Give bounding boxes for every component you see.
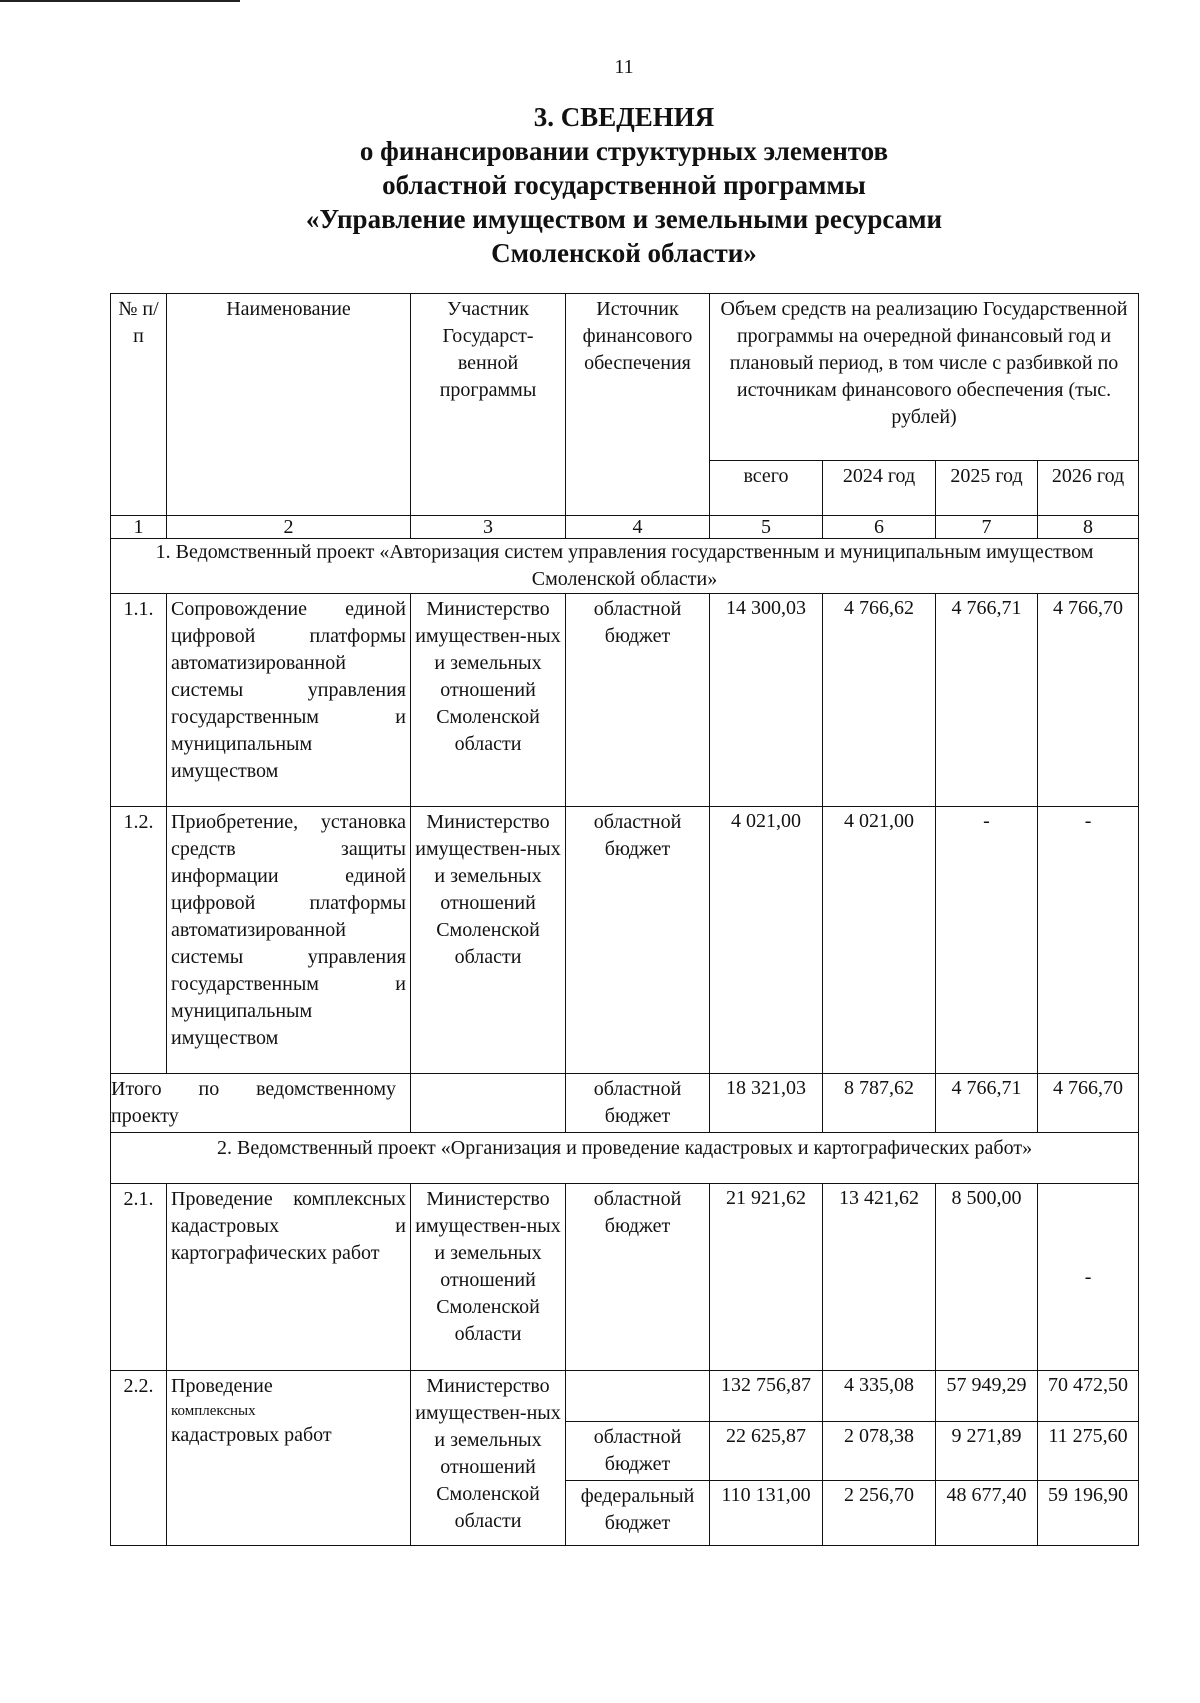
table-row xyxy=(111,807,1139,1074)
title-line-1: 3. СВЕДЕНИЯ xyxy=(533,102,715,132)
col-number: 3 xyxy=(411,516,566,539)
section-2-title: 2. Ведомственный проект «Организация и проведение кадастровых и картографических работ» xyxy=(111,1133,1139,1184)
title-line-4: «Управление имуществом и земельными ресурсами xyxy=(305,204,943,234)
row-name-line: кадастровых работ xyxy=(171,1424,332,1446)
row-participant: Министерство имуществен-ных и земельных отношений Смоленской области xyxy=(411,807,566,1074)
header-2025: 2025 год xyxy=(936,461,1038,516)
row-2024: 4 766,62 xyxy=(823,594,936,807)
row-source: областной бюджет xyxy=(566,1184,710,1371)
row-num: 2.1. xyxy=(111,1184,167,1371)
row-2025: 48 677,40 xyxy=(936,1481,1038,1546)
col-number: 1 xyxy=(111,516,167,539)
header-volume: Объем средств на реализацию Государственной программы на очередной финансовый год и плановый период, в том числе с разбивкой по источникам финансового обеспечения (тыс. рублей) xyxy=(710,294,1139,461)
title-line-5: Смоленской области» xyxy=(491,238,757,268)
subtotal-2025: 4 766,71 xyxy=(936,1074,1038,1133)
row-name-line: Проведение xyxy=(171,1375,273,1397)
row-2024: 2 256,70 xyxy=(823,1481,936,1546)
table-row xyxy=(111,1371,1139,1422)
section-2-header xyxy=(111,1133,1139,1184)
row-participant: Министерство имуществен-ных и земельных отношений Смоленской области xyxy=(411,594,566,807)
row-num: 2.2. xyxy=(111,1371,167,1546)
row-num: 1.1. xyxy=(111,594,167,807)
section-1-header xyxy=(111,539,1139,594)
header-participant: Участник Государст-венной программы xyxy=(411,294,566,516)
table-row xyxy=(111,594,1139,807)
top-rule xyxy=(0,0,240,2)
row-2024: 4 335,08 xyxy=(823,1371,936,1422)
row-name: Проведение комплексных кадастровых и картографических работ xyxy=(167,1184,411,1371)
document-title xyxy=(0,100,1200,270)
page-number: 11 xyxy=(614,56,634,78)
row-total: 110 131,00 xyxy=(710,1481,823,1546)
header-name: Наименование xyxy=(167,294,411,516)
row-num: 1.2. xyxy=(111,807,167,1074)
header-source: Источник финансового обеспечения xyxy=(566,294,710,516)
column-numbers-row xyxy=(111,516,1139,539)
subtotal-2024: 8 787,62 xyxy=(823,1074,936,1133)
row-name-line: комплексных xyxy=(171,1403,256,1419)
subtotal-source: областной бюджет xyxy=(566,1074,710,1133)
row-name: Сопровождение единой цифровой платформы автоматизированной системы управления государственным и муниципальным имуществом xyxy=(167,594,411,807)
financing-table xyxy=(110,293,1139,1546)
row-2025: 8 500,00 xyxy=(936,1184,1038,1371)
row-source: федеральный бюджет xyxy=(566,1481,710,1546)
row-2026: 70 472,50 xyxy=(1038,1371,1139,1422)
col-number: 5 xyxy=(710,516,823,539)
row-2024: 2 078,38 xyxy=(823,1422,936,1481)
col-number: 2 xyxy=(167,516,411,539)
row-2026: 59 196,90 xyxy=(1038,1481,1139,1546)
subtotal-2026: 4 766,70 xyxy=(1038,1074,1139,1133)
row-source: областной бюджет xyxy=(566,594,710,807)
header-row-1 xyxy=(111,294,1139,461)
row-total: 21 921,62 xyxy=(710,1184,823,1371)
subtotal-total: 18 321,03 xyxy=(710,1074,823,1133)
row-2026: 4 766,70 xyxy=(1038,594,1139,807)
col-number: 6 xyxy=(823,516,936,539)
row-name xyxy=(167,1371,411,1546)
row-2024: 13 421,62 xyxy=(823,1184,936,1371)
header-num: № п/п xyxy=(111,294,167,516)
section-1-title: 1. Ведомственный проект «Авторизация систем управления государственным и муниципальным имуществом Смоленской области» xyxy=(111,539,1139,594)
header-2026: 2026 год xyxy=(1038,461,1139,516)
row-total: 132 756,87 xyxy=(710,1371,823,1422)
row-participant: Министерство имуществен-ных и земельных отношений Смоленской области xyxy=(411,1184,566,1371)
row-source: областной бюджет xyxy=(566,1422,710,1481)
title-line-3: областной государственной программы xyxy=(382,170,866,200)
row-2026: 11 275,60 xyxy=(1038,1422,1139,1481)
row-2026: - xyxy=(1038,807,1139,1074)
row-total: 22 625,87 xyxy=(710,1422,823,1481)
table-row xyxy=(111,1184,1139,1371)
row-total: 4 021,00 xyxy=(710,807,823,1074)
col-number: 4 xyxy=(566,516,710,539)
col-number: 8 xyxy=(1038,516,1139,539)
row-participant: Министерство имуществен-ных и земельных отношений Смоленской области xyxy=(411,1371,566,1546)
row-2025: 9 271,89 xyxy=(936,1422,1038,1481)
subtotal-row xyxy=(111,1074,1139,1133)
header-2024: 2024 год xyxy=(823,461,936,516)
subtotal-participant xyxy=(411,1074,566,1133)
col-number: 7 xyxy=(936,516,1038,539)
row-2025: - xyxy=(936,807,1038,1074)
row-name: Приобретение, установка средств защиты информации единой цифровой платформы автоматизированной системы управления государственным и муниципальным имуществом xyxy=(167,807,411,1074)
row-2025: 57 949,29 xyxy=(936,1371,1038,1422)
row-total: 14 300,03 xyxy=(710,594,823,807)
row-2025: 4 766,71 xyxy=(936,594,1038,807)
title-line-2: о финансировании структурных элементов xyxy=(359,136,889,166)
header-total: всего xyxy=(710,461,823,516)
row-2024: 4 021,00 xyxy=(823,807,936,1074)
row-2026: - xyxy=(1038,1184,1139,1371)
row-source: областной бюджет xyxy=(566,807,710,1074)
subtotal-label: Итого по ведомственному проекту xyxy=(111,1074,411,1133)
row-source xyxy=(566,1371,710,1422)
